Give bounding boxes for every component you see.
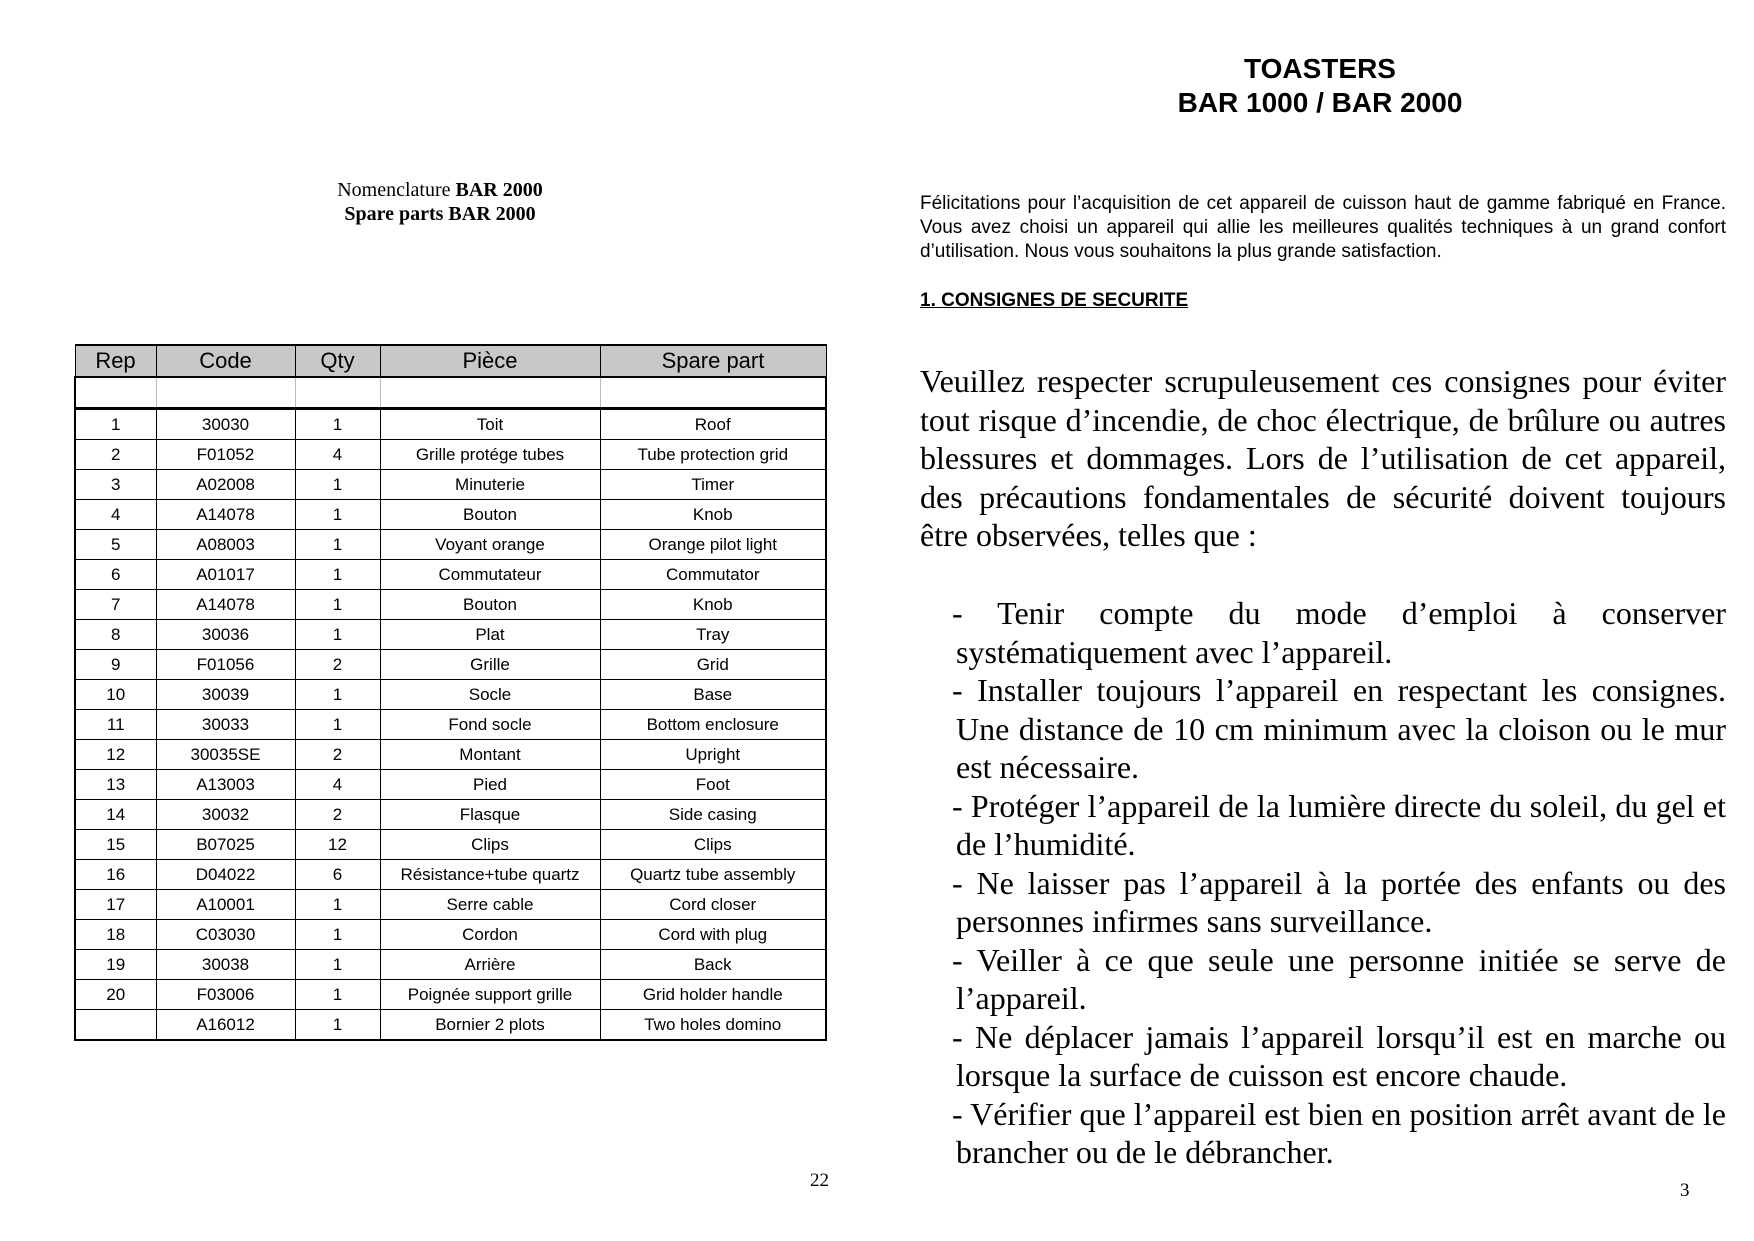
header-qty: Qty bbox=[295, 345, 380, 377]
cell-spare-part: Roof bbox=[600, 409, 826, 440]
nomenclature-line bbox=[300, 178, 580, 202]
cell-code: F01056 bbox=[156, 650, 295, 680]
title-line-2: BAR 1000 / BAR 2000 bbox=[1177, 87, 1463, 118]
cell-rep: 16 bbox=[75, 860, 156, 890]
cell-qty: 1 bbox=[295, 890, 380, 920]
blank-row bbox=[75, 377, 826, 409]
cell-code: 30036 bbox=[156, 620, 295, 650]
cell-rep: 12 bbox=[75, 740, 156, 770]
cell-code: A02008 bbox=[156, 470, 295, 500]
table-row bbox=[75, 650, 826, 680]
cell-rep: 10 bbox=[75, 680, 156, 710]
cell-rep: 2 bbox=[75, 440, 156, 470]
nomenclature-model: BAR 2000 bbox=[455, 179, 543, 201]
cell-spare-part: Cord closer bbox=[600, 890, 826, 920]
table-row bbox=[75, 409, 826, 440]
cell-code: C03030 bbox=[156, 920, 295, 950]
cell-spare-part: Quartz tube assembly bbox=[600, 860, 826, 890]
cell-rep: 13 bbox=[75, 770, 156, 800]
cell-piece: Grille bbox=[380, 650, 600, 680]
cell-qty: 1 bbox=[295, 530, 380, 560]
cell-rep: 3 bbox=[75, 470, 156, 500]
cell-rep: 7 bbox=[75, 590, 156, 620]
table-row bbox=[75, 500, 826, 530]
header-piece: Pièce bbox=[380, 345, 600, 377]
safety-bullet: - Veiller à ce que seule une personne initiée se serve de l’appareil. bbox=[952, 941, 1726, 1016]
cell-code: 30033 bbox=[156, 710, 295, 740]
cell-qty: 1 bbox=[295, 409, 380, 440]
table-row bbox=[75, 620, 826, 650]
page-number-right: 3 bbox=[1680, 1180, 1690, 1201]
cell-rep: 5 bbox=[75, 530, 156, 560]
cell-piece: Cordon bbox=[380, 920, 600, 950]
cell-spare-part: Side casing bbox=[600, 800, 826, 830]
cell-piece: Minuterie bbox=[380, 470, 600, 500]
table-row bbox=[75, 980, 826, 1010]
cell-code: A08003 bbox=[156, 530, 295, 560]
cell-code: A14078 bbox=[156, 500, 295, 530]
cell-spare-part: Tray bbox=[600, 620, 826, 650]
cell-piece: Montant bbox=[380, 740, 600, 770]
cell-rep bbox=[75, 1010, 156, 1041]
table-row bbox=[75, 770, 826, 800]
cell-qty: 4 bbox=[295, 440, 380, 470]
table-row bbox=[75, 680, 826, 710]
cell-rep: 11 bbox=[75, 710, 156, 740]
cell-qty: 1 bbox=[295, 500, 380, 530]
cell-spare-part: Orange pilot light bbox=[600, 530, 826, 560]
cell-qty: 1 bbox=[295, 680, 380, 710]
cell-piece: Poignée support grille bbox=[380, 980, 600, 1010]
cell-qty: 1 bbox=[295, 470, 380, 500]
cell-piece: Plat bbox=[380, 620, 600, 650]
cell-piece: Toit bbox=[380, 409, 600, 440]
table-row bbox=[75, 860, 826, 890]
cell-qty: 4 bbox=[295, 770, 380, 800]
warning-paragraph: Veuillez respecter scrupuleusement ces consignes pour éviter tout risque d’incendie, de choc électrique, de brûlure ou autres blessures et dommages. Lors de l’utilisation de cet appareil, des précautions fondamentales de sécurité doivent toujours être observées, telles que : bbox=[920, 363, 1726, 553]
table-row bbox=[75, 530, 826, 560]
cell-code: 30039 bbox=[156, 680, 295, 710]
header-rep: Rep bbox=[75, 345, 156, 377]
table-row bbox=[75, 560, 826, 590]
safety-bullet: - Installer toujours l’appareil en respectant les consignes. Une distance de 10 cm minimum avec la cloison ou le mur est nécessaire. bbox=[952, 672, 1726, 785]
cell-rep: 9 bbox=[75, 650, 156, 680]
safety-bullet: - Tenir compte du mode d’emploi à conserver systématiquement avec l’appareil. bbox=[952, 595, 1726, 670]
cell-spare-part: Back bbox=[600, 950, 826, 980]
cell-piece: Bouton bbox=[380, 590, 600, 620]
cell-qty: 1 bbox=[295, 920, 380, 950]
cell-spare-part: Commutator bbox=[600, 560, 826, 590]
cell-code: A10001 bbox=[156, 890, 295, 920]
safety-bullet: - Ne déplacer jamais l’appareil lorsqu’il est en marche ou lorsque la surface de cuisson est encore chaude. bbox=[952, 1018, 1726, 1093]
nomenclature-prefix: Nomenclature bbox=[337, 179, 451, 201]
table-row bbox=[75, 440, 826, 470]
page-title bbox=[1120, 52, 1520, 120]
cell-spare-part: Timer bbox=[600, 470, 826, 500]
header-code: Code bbox=[156, 345, 295, 377]
cell-code: F03006 bbox=[156, 980, 295, 1010]
cell-qty: 12 bbox=[295, 830, 380, 860]
cell-rep: 8 bbox=[75, 620, 156, 650]
spare-parts-table bbox=[74, 344, 827, 1041]
table-row bbox=[75, 800, 826, 830]
cell-spare-part: Bottom enclosure bbox=[600, 710, 826, 740]
cell-rep: 6 bbox=[75, 560, 156, 590]
cell-qty: 1 bbox=[295, 980, 380, 1010]
cell-code: 30032 bbox=[156, 800, 295, 830]
table-row bbox=[75, 950, 826, 980]
cell-piece: Clips bbox=[380, 830, 600, 860]
cell-piece: Commutateur bbox=[380, 560, 600, 590]
cell-piece: Voyant orange bbox=[380, 530, 600, 560]
cell-qty: 6 bbox=[295, 860, 380, 890]
cell-piece: Pied bbox=[380, 770, 600, 800]
cell-code: F01052 bbox=[156, 440, 295, 470]
cell-piece: Bornier 2 plots bbox=[380, 1010, 600, 1041]
cell-qty: 2 bbox=[295, 650, 380, 680]
cell-spare-part: Grid holder handle bbox=[600, 980, 826, 1010]
cell-code: 30030 bbox=[156, 409, 295, 440]
cell-piece: Socle bbox=[380, 680, 600, 710]
cell-code: A14078 bbox=[156, 590, 295, 620]
cell-spare-part: Base bbox=[600, 680, 826, 710]
cell-spare-part: Two holes domino bbox=[600, 1010, 826, 1041]
header-spare-part: Spare part bbox=[600, 345, 826, 377]
safety-bullet: - Ne laisser pas l’appareil à la portée des enfants ou des personnes infirmes sans surveillance. bbox=[952, 864, 1726, 939]
safety-bullets bbox=[952, 594, 1726, 1172]
cell-rep: 18 bbox=[75, 920, 156, 950]
cell-piece: Bouton bbox=[380, 500, 600, 530]
cell-spare-part: Knob bbox=[600, 590, 826, 620]
spare-parts-title: Spare parts BAR 2000 bbox=[344, 203, 536, 225]
table-header-row bbox=[75, 345, 826, 377]
cell-spare-part: Cord with plug bbox=[600, 920, 826, 950]
table-row bbox=[75, 590, 826, 620]
cell-rep: 4 bbox=[75, 500, 156, 530]
table-row bbox=[75, 830, 826, 860]
cell-piece: Flasque bbox=[380, 800, 600, 830]
safety-bullet: - Vérifier que l’appareil est bien en position arrêt avant de le brancher ou de le débrancher. bbox=[952, 1095, 1726, 1170]
cell-rep: 14 bbox=[75, 800, 156, 830]
cell-code: A01017 bbox=[156, 560, 295, 590]
page-number-left: 22 bbox=[810, 1170, 829, 1191]
table-row bbox=[75, 890, 826, 920]
cell-qty: 1 bbox=[295, 560, 380, 590]
cell-spare-part: Tube protection grid bbox=[600, 440, 826, 470]
cell-code: A13003 bbox=[156, 770, 295, 800]
cell-piece: Serre cable bbox=[380, 890, 600, 920]
cell-rep: 1 bbox=[75, 409, 156, 440]
cell-code: A16012 bbox=[156, 1010, 295, 1041]
cell-qty: 2 bbox=[295, 800, 380, 830]
cell-qty: 1 bbox=[295, 950, 380, 980]
cell-rep: 17 bbox=[75, 890, 156, 920]
cell-qty: 2 bbox=[295, 740, 380, 770]
table-row bbox=[75, 740, 826, 770]
cell-piece: Arrière bbox=[380, 950, 600, 980]
cell-code: B07025 bbox=[156, 830, 295, 860]
cell-spare-part: Knob bbox=[600, 500, 826, 530]
cell-rep: 19 bbox=[75, 950, 156, 980]
cell-qty: 1 bbox=[295, 620, 380, 650]
cell-piece: Grille protége tubes bbox=[380, 440, 600, 470]
cell-piece: Résistance+tube quartz bbox=[380, 860, 600, 890]
table-row bbox=[75, 710, 826, 740]
cell-code: 30038 bbox=[156, 950, 295, 980]
cell-code: D04022 bbox=[156, 860, 295, 890]
cell-code: 30035SE bbox=[156, 740, 295, 770]
intro-paragraph: Félicitations pour l’acquisition de cet appareil de cuisson haut de gamme fabriqué en France. Vous avez choisi un appareil qui allie les meilleures qualités techniques à un grand confort d’utilisation. Nous vous souhaitons la plus grande satisfaction. bbox=[920, 193, 1726, 262]
section-heading: 1. CONSIGNES DE SECURITE bbox=[920, 290, 1189, 311]
cell-qty: 1 bbox=[295, 590, 380, 620]
cell-qty: 1 bbox=[295, 710, 380, 740]
cell-rep: 15 bbox=[75, 830, 156, 860]
safety-bullet: - Protéger l’appareil de la lumière directe du soleil, du gel et de l’humidité. bbox=[952, 787, 1726, 862]
table-row bbox=[75, 1010, 826, 1041]
cell-spare-part: Upright bbox=[600, 740, 826, 770]
table-row bbox=[75, 470, 826, 500]
cell-spare-part: Foot bbox=[600, 770, 826, 800]
cell-rep: 20 bbox=[75, 980, 156, 1010]
cell-piece: Fond socle bbox=[380, 710, 600, 740]
nomenclature-heading bbox=[300, 178, 580, 226]
cell-spare-part: Clips bbox=[600, 830, 826, 860]
cell-qty: 1 bbox=[295, 1010, 380, 1041]
table-row bbox=[75, 920, 826, 950]
title-line-1: TOASTERS bbox=[1244, 53, 1396, 84]
cell-spare-part: Grid bbox=[600, 650, 826, 680]
